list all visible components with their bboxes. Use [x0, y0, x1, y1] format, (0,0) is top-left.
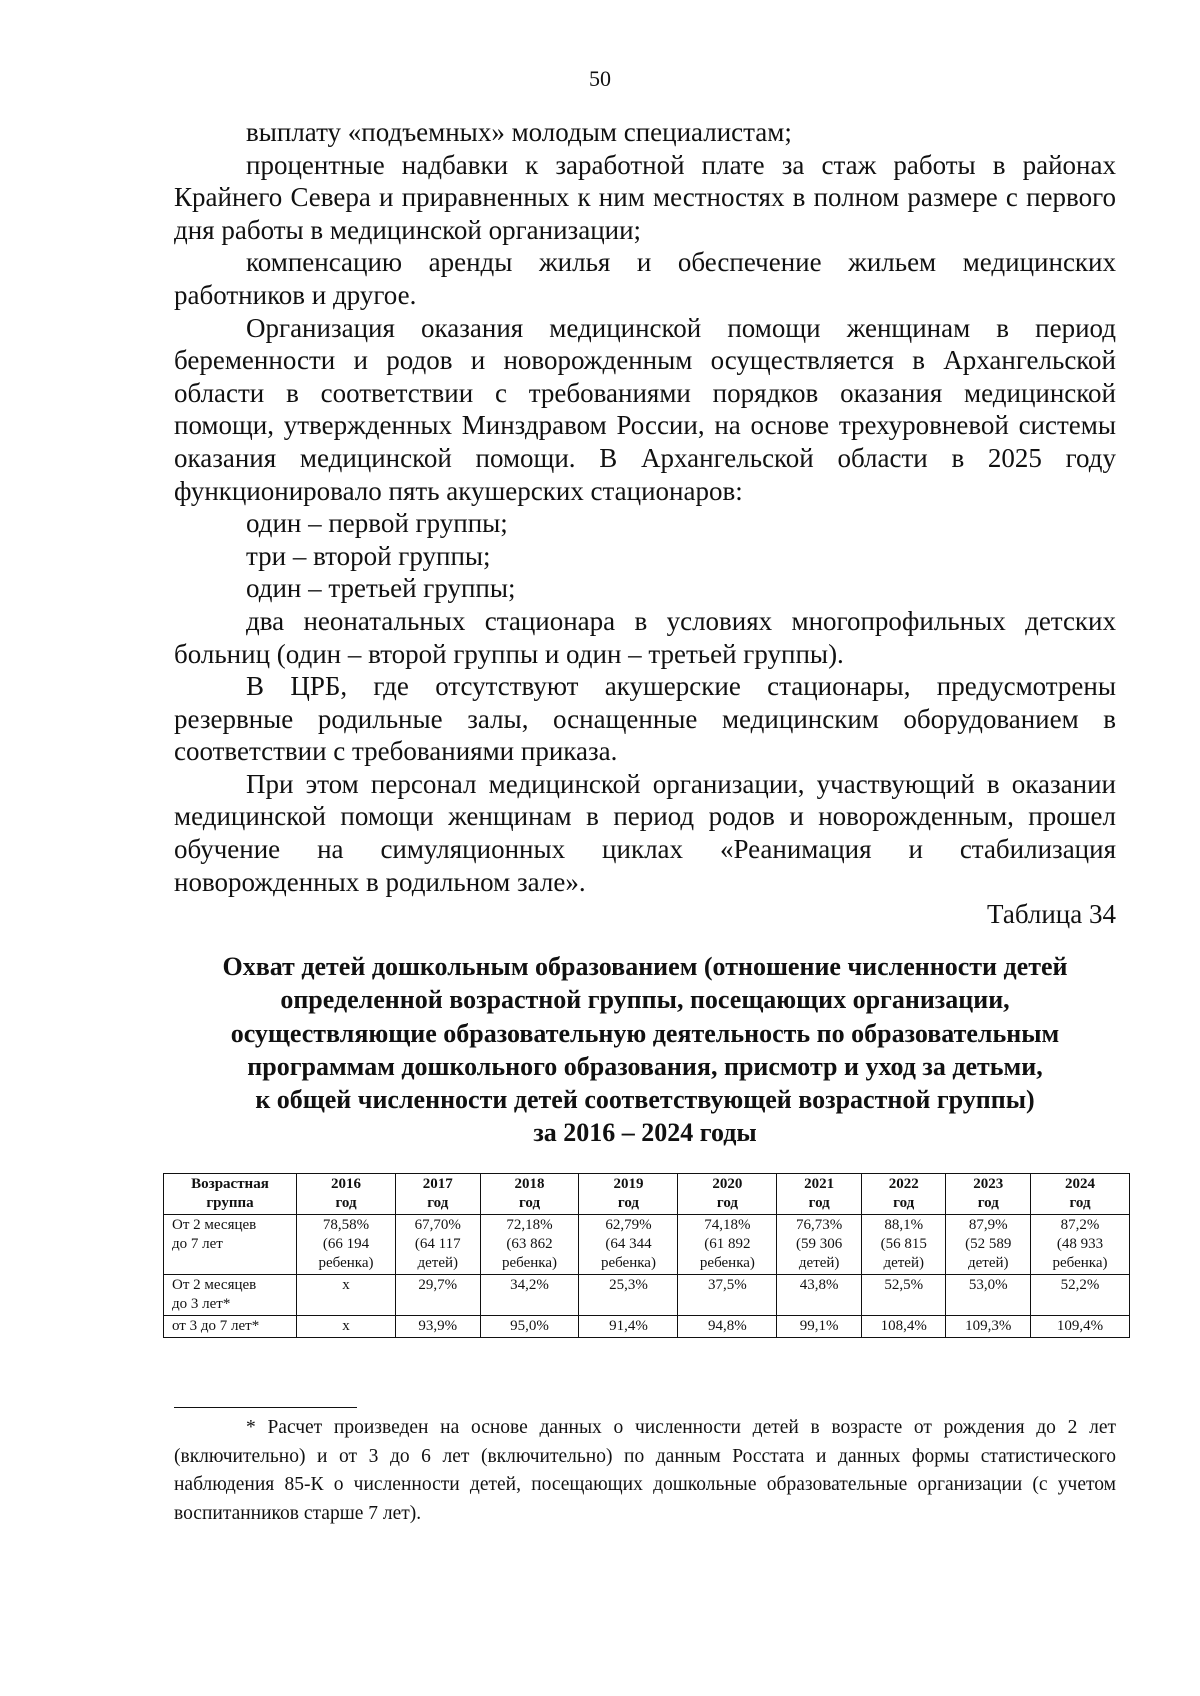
value-text: 95,0%: [510, 1318, 549, 1334]
table-title-line: к общей численности детей соответствующей возрастной группы): [255, 1085, 1035, 1115]
value-cell: [579, 1316, 678, 1338]
value-text: (64 117: [414, 1236, 461, 1252]
list-item: один – третьей группы;: [246, 573, 516, 604]
age-group-text: до 3 лет*: [172, 1296, 231, 1312]
header-text: 2021: [804, 1176, 835, 1192]
header-cell-group: [164, 1174, 297, 1215]
paragraph: В ЦРБ, где отсутствуют акушерские стационары, предусмотрены резервные родильные залы, оснащенные медицинским оборудованием в соответствии с требованиями приказа.: [174, 671, 1116, 767]
value-text: 88,1%: [884, 1217, 924, 1233]
value-text: (66 194: [322, 1236, 370, 1252]
value-text: 74,18%: [704, 1217, 751, 1233]
header-text: год: [427, 1195, 449, 1211]
value-cell: [395, 1316, 480, 1338]
value-text: 34,2%: [510, 1277, 549, 1293]
value-cell: [777, 1316, 862, 1338]
table-title-line: осуществляющие образовательную деятельность по образовательным: [230, 1018, 1060, 1048]
header-cell-year: [777, 1174, 862, 1215]
value-text: ребенка): [1052, 1255, 1108, 1271]
paragraph: Организация оказания медицинской помощи женщинам в период беременности и родов и новорожденным осуществляется в Архангельской области в соответствии с требованиями порядков оказания медицинской помощи, утвержденных Минздравом России, на основе трехуровневой системы оказания медицинской помощи. В Архангельской области в 2025 году функционировало пять акушерских стационаров:: [174, 312, 1116, 506]
value-cell: [777, 1275, 862, 1316]
value-cell: [579, 1215, 678, 1275]
value-cell: [297, 1275, 396, 1316]
table-title-line: Охват детей дошкольным образованием (отношение численности детей: [222, 952, 1068, 981]
value-text: (48 933: [1056, 1236, 1104, 1252]
value-text: 62,79%: [605, 1217, 652, 1233]
value-text: 91,4%: [609, 1318, 648, 1334]
value-text: 52,2%: [1060, 1277, 1100, 1293]
header-text: год: [1069, 1195, 1091, 1211]
table-header-row: [164, 1174, 1130, 1215]
header-text: 2024: [1065, 1176, 1095, 1192]
header-text: год: [808, 1195, 830, 1211]
value-text: ребенка): [600, 1255, 656, 1271]
header-cell-year: [480, 1174, 579, 1215]
footnote-divider: [174, 1407, 357, 1408]
list-item: три – второй группы;: [246, 540, 491, 571]
value-text: 99,1%: [799, 1318, 839, 1334]
value-text: х: [342, 1277, 350, 1293]
value-text: 78,58%: [322, 1217, 370, 1233]
age-group-text: От 2 месяцев: [172, 1217, 257, 1233]
value-text: 87,2%: [1060, 1217, 1100, 1233]
list-item: один – первой группы;: [246, 508, 508, 539]
value-cell: [480, 1316, 579, 1338]
paragraph: процентные надбавки к заработной плате за стаж работы в районах Крайнего Севера и приравненных к ним местностях в полном размере с первого дня работы в медицинской организации;: [174, 149, 1116, 245]
header-text: Возрастная: [191, 1176, 269, 1192]
table-row: [164, 1316, 1130, 1338]
value-text: (52 589: [965, 1236, 1012, 1252]
header-text: год: [716, 1195, 738, 1211]
value-text: 109,4%: [1056, 1318, 1104, 1334]
paragraph: два неонатальных стационара в условиях многопрофильных детских больниц (один – второй группы и один – третьей группы).: [174, 605, 1116, 669]
value-text: 108,4%: [880, 1318, 927, 1334]
value-text: детей): [883, 1255, 924, 1271]
value-cell: [480, 1275, 579, 1316]
value-cell: [1031, 1215, 1130, 1275]
value-text: 43,8%: [799, 1277, 839, 1293]
value-text: 67,70%: [414, 1217, 461, 1233]
age-group-text: От 2 месяцев: [172, 1277, 257, 1293]
header-text: год: [977, 1195, 999, 1211]
list-item: выплату «подъемных» молодым специалистам;: [246, 117, 792, 147]
value-cell: [395, 1215, 480, 1275]
value-cell: [861, 1215, 946, 1275]
age-group-cell: [164, 1215, 297, 1275]
header-cell-year: [1031, 1174, 1130, 1215]
value-text: (64 344: [605, 1236, 652, 1252]
age-group-text: от 3 до 7 лет*: [172, 1318, 260, 1334]
value-text: 29,7%: [418, 1277, 458, 1293]
table-row: [164, 1215, 1130, 1275]
paragraph: компенсацию аренды жилья и обеспечение жильем медицинских работников и другое.: [174, 247, 1116, 310]
age-group-cell: [164, 1275, 297, 1316]
header-text: 2020: [712, 1176, 743, 1192]
body-text: [174, 116, 1116, 931]
value-text: 87,9%: [968, 1217, 1008, 1233]
value-cell: [946, 1275, 1031, 1316]
value-text: (59 306: [796, 1236, 843, 1252]
header-text: год: [893, 1195, 915, 1211]
value-text: детей): [798, 1255, 840, 1271]
header-cell-year: [395, 1174, 480, 1215]
value-text: 53,0%: [968, 1277, 1008, 1293]
value-cell: [861, 1275, 946, 1316]
table-title-line: определенной возрастной группы, посещающих организации,: [280, 985, 1010, 1015]
value-text: детей): [967, 1255, 1009, 1271]
value-cell: [678, 1316, 777, 1338]
paragraph: При этом персонал медицинской организации, участвующий в оказании медицинской помощи женщинам в период родов и новорожденным, прошел обучение на симуляционных циклах «Реанимация и стабилизация новорожденных в родильном зале».: [174, 768, 1116, 897]
value-text: 94,8%: [708, 1318, 747, 1334]
header-text: год: [518, 1195, 541, 1211]
header-text: 2019: [613, 1176, 644, 1192]
value-text: ребенка): [318, 1255, 374, 1271]
value-text: 52,5%: [884, 1277, 924, 1293]
header-text: 2017: [422, 1176, 453, 1192]
table-label: Таблица 34: [987, 899, 1116, 930]
table-row: [164, 1275, 1130, 1316]
header-text: 2022: [888, 1176, 919, 1192]
table-title: [150, 950, 1140, 1150]
value-cell: [480, 1215, 579, 1275]
header-text: 2018: [514, 1176, 545, 1192]
page-number: 50: [589, 66, 611, 91]
value-text: 76,73%: [796, 1217, 843, 1233]
value-cell: [297, 1215, 396, 1275]
age-group-text: до 7 лет: [172, 1236, 223, 1252]
header-text: 2016: [330, 1176, 361, 1192]
value-text: детей): [417, 1255, 458, 1271]
header-text: 2023: [973, 1176, 1004, 1192]
value-text: 37,5%: [708, 1277, 747, 1293]
coverage-table: [163, 1173, 1130, 1338]
header-cell-year: [861, 1174, 946, 1215]
value-text: 93,9%: [418, 1318, 458, 1334]
footnote: * Расчет произведен на основе данных о численности детей в возрасте от рождения до 2 лет (включительно) и от 3 до 6 лет (включительно) по данным Росстата и данных формы статистического наблюдения 85-К о численности детей, посещающих дошкольные образовательные организации (с учетом воспитанников старше 7 лет).: [174, 1417, 1116, 1524]
table-title-line: программам дошкольного образования, присмотр и уход за детьми,: [247, 1051, 1043, 1081]
header-cell-year: [297, 1174, 396, 1215]
header-text: год: [335, 1195, 357, 1211]
value-cell: [777, 1215, 862, 1275]
value-text: ребенка): [501, 1255, 557, 1271]
header-text: группа: [206, 1195, 254, 1211]
value-text: (56 815: [880, 1236, 927, 1252]
value-cell: [1031, 1275, 1130, 1316]
value-cell: [946, 1215, 1031, 1275]
header-cell-year: [946, 1174, 1031, 1215]
value-cell: [395, 1275, 480, 1316]
header-cell-year: [678, 1174, 777, 1215]
value-text: 72,18%: [506, 1217, 553, 1233]
value-text: (61 892: [704, 1236, 751, 1252]
value-text: ребенка): [699, 1255, 755, 1271]
value-text: 25,3%: [609, 1277, 648, 1293]
value-cell: [861, 1316, 946, 1338]
value-cell: [678, 1275, 777, 1316]
header-text: год: [617, 1195, 639, 1211]
age-group-cell: [164, 1316, 297, 1338]
header-cell-year: [579, 1174, 678, 1215]
value-text: 109,3%: [965, 1318, 1012, 1334]
value-cell: [579, 1275, 678, 1316]
value-text: х: [342, 1318, 350, 1334]
value-text: (63 862: [506, 1236, 553, 1252]
value-cell: [1031, 1316, 1130, 1338]
value-cell: [678, 1215, 777, 1275]
value-cell: [946, 1316, 1031, 1338]
table-title-line: за 2016 – 2024 годы: [533, 1118, 757, 1148]
value-cell: [297, 1316, 396, 1338]
